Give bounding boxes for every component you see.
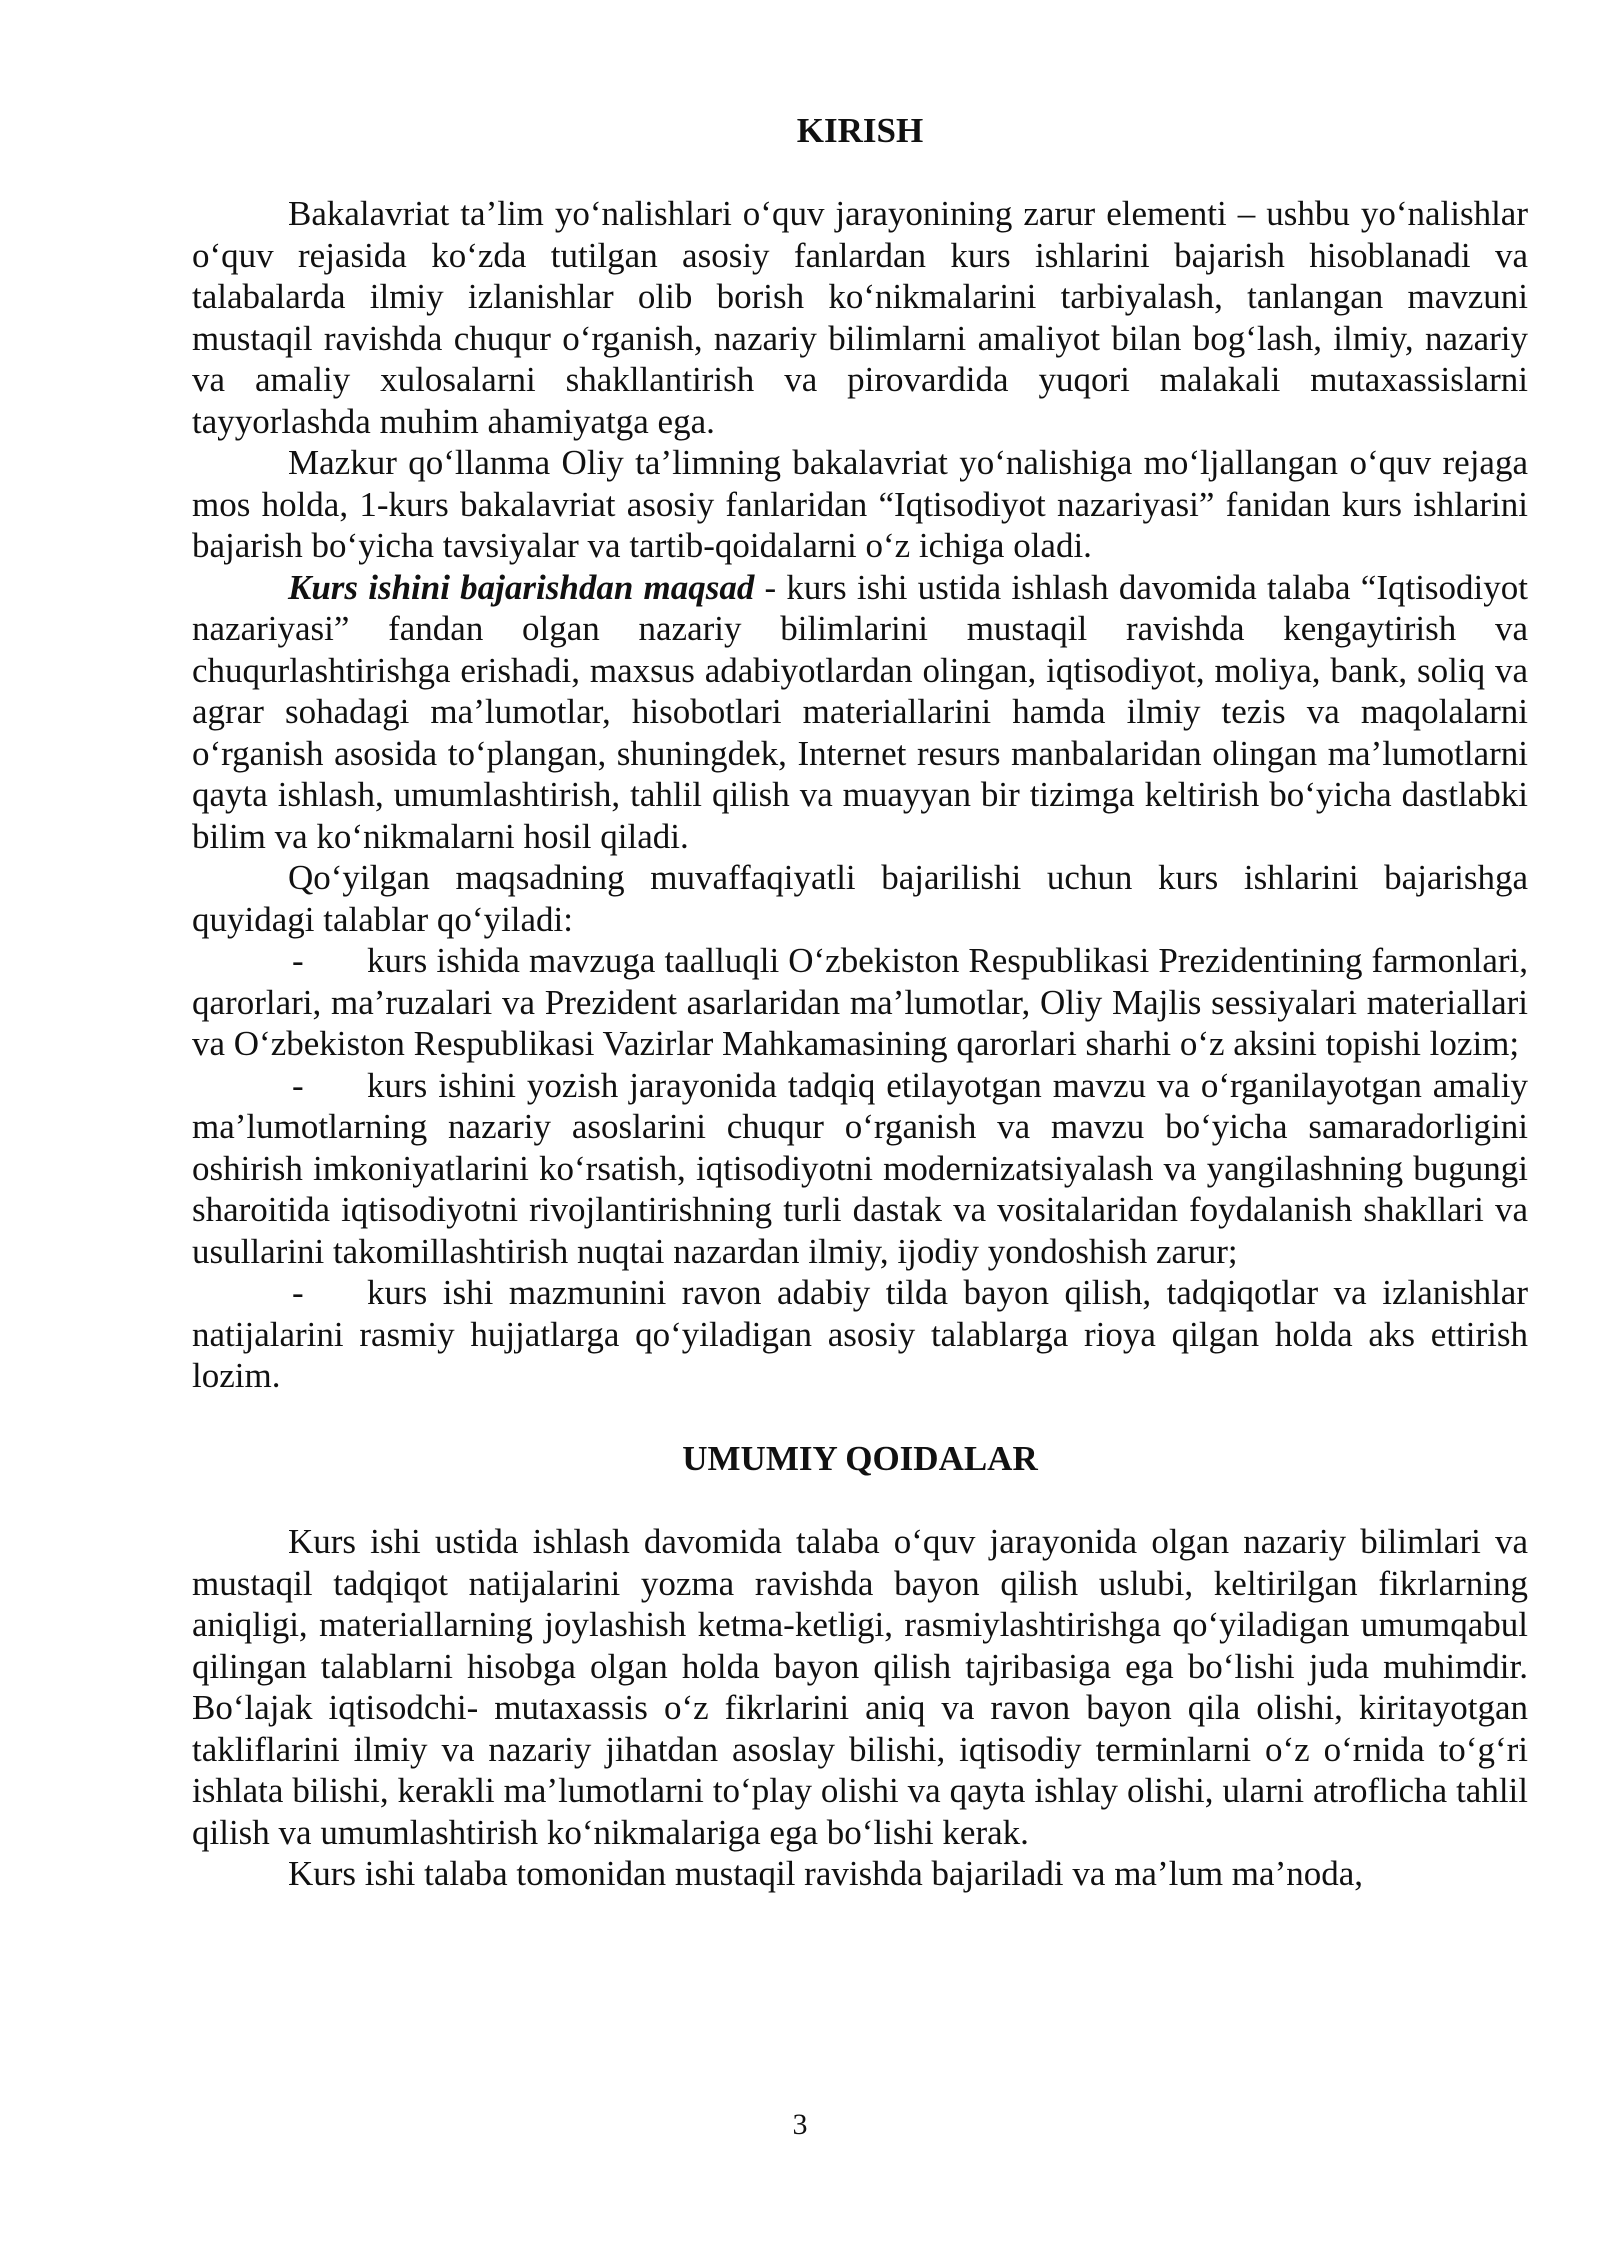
section-title-umumiy-qoidalar: UMUMIY QOIDALAR [682, 1439, 1038, 1478]
requirement-item [192, 940, 1528, 1065]
dash-marker: - [292, 1273, 304, 1312]
goal-lead: Kurs ishini bajarishdan maqsad [288, 567, 755, 607]
requirement-text: kurs ishida mavzuga taalluqli O‘zbekiston Respublikasi Prezidentining farmonlari, qarorlari, ma’ruzalari va Prezident asarlaridan ma’lumotlar, Oliy Majlis sessiyalari materiallari va O‘zbekiston Respublikasi Vazirlar Mahkamasining qarorlari sharhi o‘z aksini topishi lozim; [192, 941, 1528, 1063]
paragraph: Kurs ishi ustida ishlash davomida talaba o‘quv jarayonida olgan nazariy bilimlari va mustaqil tadqiqot natijalarini yozma ravishda bayon qilish uslubi, keltirilgan fikrlarning aniqligi, materiallarning joylashish ketma-ketligi, rasmiylashtirishga qo‘yiladigan umumqabul qilingan talablarni hisobga olgan holda bayon qilish tajribasiga ega bo‘lishi juda muhimdir. Bo‘lajak iqtisodchi- mutaxassis o‘z fikrlarini aniq va ravon bayon qila olishi, kiritayotgan takliflarini ilmiy va nazariy jihatdan asoslay bilishi, iqtisodiy terminlarni o‘z o‘rnida to‘g‘ri ishlata bilishi, kerakli ma’lumotlarni to‘play olishi va qayta ishlay olishi, ularni atroflicha tahlil qilish va umumlashtirish ko‘nikmalariga ega bo‘lishi kerak. [192, 1522, 1528, 1852]
dash-marker: - [292, 1065, 304, 1105]
paragraph: Mazkur qo‘llanma Oliy ta’limning bakalavriat yo‘nalishiga mo‘ljallangan o‘quv rejaga mos holda, 1-kurs bakalavriat asosiy fanlaridan “Iqtisodiyot nazariyasi” fanidan kurs ishlarini bajarish bo‘yicha tavsiyalar va tartib-qoidalarni o‘z ichiga oladi. [192, 443, 1528, 565]
page-number: 3 [792, 2108, 808, 2141]
goal-paragraph [192, 567, 1528, 858]
page-content [192, 110, 1528, 1895]
requirement-text: kurs ishini yozish jarayonida tadqiq etilayotgan mavzu va o‘rganilayotgan amaliy ma’lumotlarning nazariy asoslarini chuqur o‘rganish va mavzu bo‘yicha samaradorligini oshirish imkoniyatlarini ko‘rsatish, iqtisodiyotni modernizatsiyalash va yangilashning bugungi sharoitida iqtisodiyotni rivojlantirishning turli dastak va vositalaridan foydalanish shakllari va usullarini takomillashtirish nuqtai nazardan ilmiy, ijodiy yondoshish zarur; [192, 1065, 1528, 1271]
goal-text: - kurs ishi ustida ishlash davomida talaba “Iqtisodiyot nazariyasi” fandan olgan nazariy bilimlarini mustaqil ravishda kengaytirish va chuqurlashtirishga erishadi, maxsus adabiyotlardan olingan, iqtisodiyot, moliya, bank, soliq va agrar sohadagi ma’lumotlar, hisobotlari materiallarini hamda ilmiy tezis va maqolalarni o‘rganish asosida to‘plangan, shuningdek, Internet resurs manbalaridan olingan ma’lumotlarni qayta ishlash, umumlashtirish, tahlil qilish va muayyan bir tizimga keltirish bo‘yicha dastlabki bilim va ko‘nikmalarni hosil qiladi. [192, 567, 1528, 856]
section-title-kirish: KIRISH [796, 111, 924, 150]
requirements-intro: Qo‘yilgan maqsadning muvaffaqiyatli bajarilishi uchun kurs ishlarini bajarishga quyidagi talablar qo‘yiladi: [192, 858, 1528, 939]
paragraph: Kurs ishi talaba tomonidan mustaqil ravishda bajariladi va ma’lum ma’noda, [288, 1854, 1364, 1893]
requirement-text: kurs ishi mazmunini ravon adabiy tilda bayon qilish, tadqiqotlar va izlanishlar natijalarini rasmiy hujjatlarga qo‘yiladigan asosiy talablarga rioya qilgan holda aks ettirish lozim. [192, 1273, 1528, 1395]
requirement-item [192, 1065, 1528, 1273]
paragraph: Bakalavriat ta’lim yo‘nalishlari o‘quv jarayonining zarur elementi – ushbu yo‘nalishlar o‘quv rejasida ko‘zda tutilgan asosiy fanlardan kurs ishlarini bajarish hisoblanadi va talabalarda ilmiy izlanishlar olib borish ko‘nikmalarini tarbiyalash, tanlangan mavzuni mustaqil ravishda chuqur o‘rganish, nazariy bilimlarni amaliyot bilan bog‘lash, ilmiy, nazariy va amaliy xulosalarni shakllantirish va pirovardida yuqori malakali mutaxassislarni tayyorlashda muhim ahamiyatga ega. [192, 194, 1528, 441]
requirement-item [192, 1272, 1528, 1397]
dash-marker: - [292, 941, 304, 980]
